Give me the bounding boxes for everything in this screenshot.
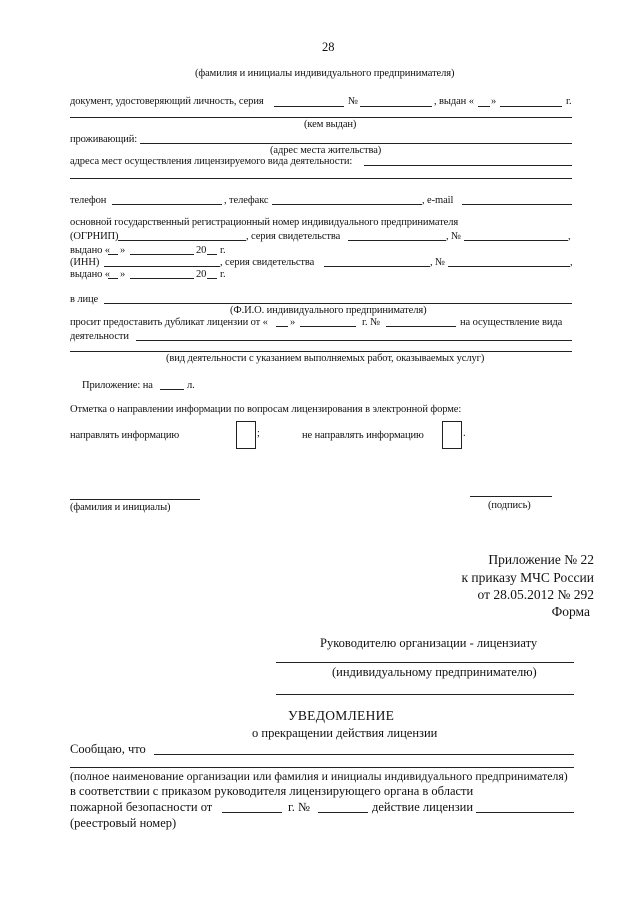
addressee-line2: (индивидуальному предпринимателю) <box>332 665 537 679</box>
issued-day-field[interactable] <box>478 106 490 107</box>
notice-title: УВЕДОМЛЕНИЕ <box>288 708 395 723</box>
fax-field[interactable] <box>272 204 422 205</box>
email-field[interactable] <box>462 204 572 205</box>
request-quote-close: » <box>290 317 296 328</box>
issued-year-field-1[interactable] <box>207 254 217 255</box>
id-series-field[interactable] <box>274 106 344 107</box>
quote-close-1: » <box>120 245 126 256</box>
cert-series-field-2[interactable] <box>324 266 430 267</box>
no-send-info-checkbox[interactable] <box>442 421 462 449</box>
report-field[interactable] <box>154 754 574 755</box>
report-label: Сообщаю, что <box>70 742 146 756</box>
fire-safety-label: пожарной безопасности от <box>70 800 213 814</box>
addressee-line1: Руководителю организации - лицензиату <box>320 636 538 650</box>
for-activity-label: на осуществление вида <box>460 317 563 328</box>
issued-by-caption: (кем выдан) <box>304 119 357 130</box>
activity-addr-field[interactable] <box>364 165 572 166</box>
license-action: действие лицензии <box>372 800 474 814</box>
in-person-label: в лице <box>70 294 99 305</box>
residence-field[interactable] <box>140 143 572 144</box>
request-month-field[interactable] <box>300 326 356 327</box>
residence-caption: (адрес места жительства) <box>270 145 382 156</box>
send-info-label: направлять информацию <box>70 430 180 441</box>
activity-label: деятельности <box>70 331 129 342</box>
addressee-field-2[interactable] <box>276 694 574 695</box>
no-send-info-label: не направлять информацию <box>302 430 424 441</box>
fire-safety-g-num: г. № <box>288 800 310 814</box>
id-num-sign: № <box>348 96 358 107</box>
addressee-field[interactable] <box>276 662 574 663</box>
trailing-comma-1: , <box>568 231 571 242</box>
cert-num-sign-1: , № <box>446 231 461 242</box>
activity-addr-label: адреса мест осуществления лицензируемого вида деятельности: <box>70 156 353 167</box>
signature-caption: (подпись) <box>488 500 531 511</box>
license-number-field[interactable] <box>476 812 574 813</box>
issued-open-2: выдано « <box>70 269 110 280</box>
fire-safety-date-field[interactable] <box>222 812 282 813</box>
activity-addr-field-2[interactable] <box>70 178 572 179</box>
phone-field[interactable] <box>112 204 222 205</box>
appendix-line2: к приказу МЧС России <box>461 570 594 585</box>
page-number: 28 <box>322 40 335 54</box>
issued-day-field-1[interactable] <box>108 254 118 255</box>
org-caption: (полное наименование организации или фамилия и инициалы индивидуального предпринимателя) <box>70 769 568 783</box>
id-doc-label: документ, удостоверяющий личность, серия <box>70 96 264 107</box>
activity-field-2[interactable] <box>70 351 572 352</box>
report-field-2[interactable] <box>70 767 574 768</box>
cert-series-label-2: , серия свидетельства <box>220 257 315 268</box>
form-label: Форма <box>551 604 590 619</box>
issued-month-field-1[interactable] <box>130 254 194 255</box>
residing-label: проживающий: <box>70 134 138 145</box>
issued-label: , выдан « <box>434 96 474 107</box>
issued-month-field-2[interactable] <box>130 278 194 279</box>
fax-label: , телефакс <box>224 195 269 206</box>
issued-by-field[interactable] <box>70 117 572 118</box>
no-send-period: . <box>463 428 466 439</box>
activity-field[interactable] <box>136 340 572 341</box>
issued-open-1: выдано « <box>70 245 110 256</box>
notice-label: Отметка о направлении информации по вопросам лицензирования в электронной форме: <box>70 404 462 415</box>
trailing-comma-2: , <box>570 257 573 268</box>
request-g-num: г. № <box>362 317 380 328</box>
send-semicolon: ; <box>257 428 260 439</box>
request-day-field[interactable] <box>276 326 288 327</box>
issued-year-field-2[interactable] <box>207 278 217 279</box>
registry-caption: (реестровый номер) <box>70 816 177 830</box>
cert-number-field-1[interactable] <box>464 240 568 241</box>
issued-month-field[interactable] <box>500 106 562 107</box>
request-number-field[interactable] <box>386 326 456 327</box>
cert-series-label-1: , серия свидетельства <box>246 231 341 242</box>
year20-1: 20 <box>196 245 207 256</box>
signature-field[interactable] <box>470 496 552 497</box>
ogrnip-field[interactable] <box>118 240 246 241</box>
cert-series-field-1[interactable] <box>348 240 446 241</box>
fire-safety-number-field[interactable] <box>318 812 368 813</box>
appendix-pages-field[interactable] <box>160 389 184 390</box>
email-label: , e-mail <box>422 195 454 206</box>
cert-num-sign-2: , № <box>430 257 445 268</box>
fio-caption: (фамилия и инициалы индивидуального предпринимателя) <box>195 68 455 79</box>
year-suffix: г. <box>566 96 572 107</box>
quote-close-2: » <box>120 269 126 280</box>
appendix-line3: от 28.05.2012 № 292 <box>477 587 594 602</box>
notice-subtitle: о прекращении действия лицензии <box>252 726 438 740</box>
appendix-label: Приложение: на <box>82 380 153 391</box>
activity-caption: (вид деятельности с указанием выполняемых работ, оказываемых услуг) <box>166 353 485 364</box>
cert-number-field-2[interactable] <box>448 266 570 267</box>
year20-2: 20 <box>196 269 207 280</box>
id-number-field[interactable] <box>360 106 432 107</box>
phone-label: телефон <box>70 195 107 206</box>
year-g-1: г. <box>220 245 226 256</box>
accordance-line: в соответствии с приказом руководителя лицензирующего органа в области <box>70 784 474 798</box>
in-person-field[interactable] <box>104 303 572 304</box>
issued-day-field-2[interactable] <box>108 278 118 279</box>
appendix-line1: Приложение № 22 <box>488 552 594 567</box>
inn-field[interactable] <box>104 266 220 267</box>
sig-fio-caption: (фамилия и инициалы) <box>70 502 171 513</box>
fio-ip-caption: (Ф.И.О. индивидуального предпринимателя) <box>230 305 427 316</box>
ogrnip-label: (ОГРНИП) <box>70 231 119 242</box>
year-g-2: г. <box>220 269 226 280</box>
send-info-checkbox[interactable] <box>236 421 256 449</box>
ogrnip-line1: основной государственный регистрационный номер индивидуального предпринимателя <box>70 217 459 228</box>
appendix-suffix: л. <box>187 380 195 391</box>
quote-close: » <box>491 96 497 107</box>
inn-label: (ИНН) <box>70 257 100 268</box>
requests-label: просит предоставить дубликат лицензии от « <box>70 317 268 328</box>
sig-fio-field[interactable] <box>70 499 200 500</box>
